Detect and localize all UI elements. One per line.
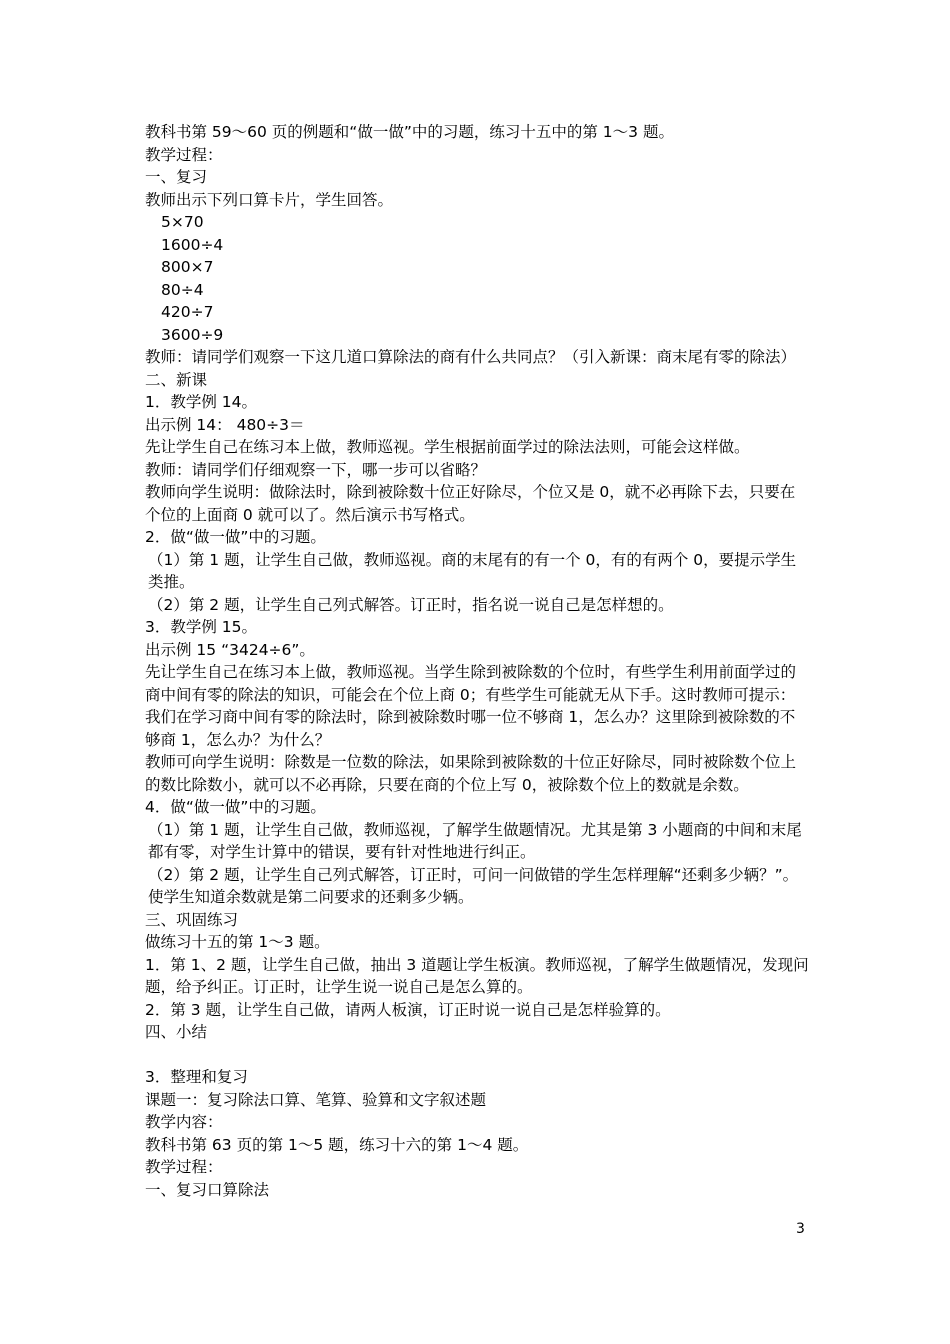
text-line: 3．教学例 15。 bbox=[145, 618, 258, 636]
text-line: 出示例 15 “3424÷6”。 bbox=[145, 640, 315, 659]
oral-card-item: 1600÷4 bbox=[161, 235, 224, 254]
text-line: 教学过程： bbox=[145, 145, 223, 164]
text-paragraph: 教师可向学生说明：除数是一位数的除法，如果除到被除数的十位正好除尽，同时被除数个位上的数比除数小，就可以不必再除，只要在商的个位上写 0，被除数个位上的数就是余数。 bbox=[145, 753, 797, 794]
document-body bbox=[145, 121, 810, 1201]
text-line: 教科书第 63 页的第 1～5 题，练习十六的第 1～4 题。 bbox=[145, 1135, 529, 1154]
text-line: 1．教学例 14。 bbox=[145, 393, 258, 411]
text-paragraph: （2）第 2 题，让学生自己列式解答。订正时，指名说一说自己是怎样想的。 bbox=[148, 595, 674, 614]
section-heading: 二、新课 bbox=[145, 370, 208, 389]
blank-line bbox=[145, 1044, 810, 1067]
lesson-title: 课题一：复习除法口算、笔算、验算和文字叙述题 bbox=[145, 1090, 487, 1109]
section-heading: 四、小结 bbox=[145, 1023, 208, 1041]
text-line: 出示例 14： 480÷3＝ bbox=[145, 415, 305, 434]
text-line: 2．做“做一做”中的习题。 bbox=[145, 528, 326, 546]
oral-card-item: 800×7 bbox=[161, 258, 214, 276]
oral-card-item: 80÷4 bbox=[161, 280, 204, 299]
section-heading: 3．整理和复习 bbox=[145, 1068, 248, 1086]
text-paragraph: 教师向学生说明：做除法时，除到被除数十位正好除尽，个位又是 0，就不必再除下去，只要在个位的上面商 0 就可以了。然后演示书写格式。 bbox=[145, 483, 796, 524]
oral-card-item: 3600÷9 bbox=[161, 325, 224, 344]
section-heading: 一、复习口算除法 bbox=[145, 1180, 270, 1199]
text-line: 教学过程： bbox=[145, 1158, 223, 1176]
text-line: 教科书第 59～60 页的例题和“做一做”中的习题，练习十五中的第 1～3 题。 bbox=[145, 123, 674, 141]
text-paragraph: （1）第 1 题，让学生自己做，教师巡视，了解学生做题情况。尤其是第 3 小题商的中间和末尾都有零，对学生计算中的错误，要有针对性地进行纠正。 bbox=[148, 820, 802, 861]
text-line: 4．做“做一做”中的习题。 bbox=[145, 798, 326, 816]
text-paragraph: （1）第 1 题，让学生自己做，教师巡视。商的末尾有的有一个 0，有的有两个 0，要提示学生类推。 bbox=[148, 550, 797, 591]
section-heading: 一、复习 bbox=[145, 168, 208, 186]
text-paragraph: （2）第 2 题，让学生自己列式解答，订正时，可问一问做错的学生怎样理解“还剩多少辆？”。使学生知道余数就是第二问要求的还剩多少辆。 bbox=[148, 865, 799, 906]
text-line: 2．第 3 题，让学生自己做，请两人板演，订正时说一说自己是怎样验算的。 bbox=[145, 1000, 671, 1019]
oral-card-item: 5×70 bbox=[161, 213, 204, 231]
text-paragraph: 先让学生自己在练习本上做，教师巡视。学生根据前面学过的除法法则，可能会这样做。 bbox=[145, 438, 750, 456]
text-paragraph: 1．第 1、2 题，让学生自己做，抽出 3 道题让学生板演。教师巡视，了解学生做题情况，发现问题，给予纠正。订正时，让学生说一说自己是怎么算的。 bbox=[145, 955, 809, 996]
text-line: 教师出示下列口算卡片，学生回答。 bbox=[145, 190, 394, 209]
text-line: 做练习十五的第 1～3 题。 bbox=[145, 933, 330, 951]
section-heading: 三、巩固练习 bbox=[145, 910, 239, 929]
page-number: 3 bbox=[796, 1221, 805, 1237]
text-paragraph: 教师：请同学们观察一下这几道口算除法的商有什么共同点？（引入新课：商末尾有零的除法） bbox=[145, 348, 797, 366]
oral-card-item: 420÷7 bbox=[161, 303, 214, 321]
text-paragraph: 先让学生自己在练习本上做，教师巡视。当学生除到被除数的个位时，有些学生利用前面学过的商中间有零的除法的知识，可能会在个位上商 0；有些学生可能就无从下手。这时教师可提示：我们在学习商中间有零的除法时，除到被除数时哪一位不够商 1，怎么办？这里除到被除数的不够商 1，怎么办？为什么？ bbox=[145, 663, 797, 749]
text-line: 教学内容： bbox=[145, 1113, 223, 1131]
text-line: 教师：请同学们仔细观察一下，哪一步可以省略？ bbox=[145, 460, 487, 479]
